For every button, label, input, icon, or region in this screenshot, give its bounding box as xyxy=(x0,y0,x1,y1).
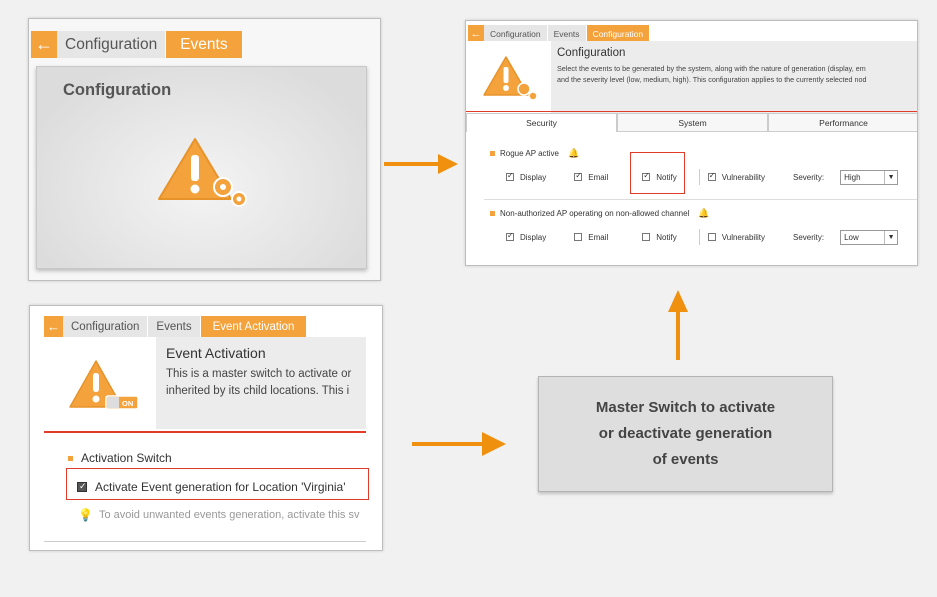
severity-value: Low xyxy=(844,232,859,242)
breadcrumb-tabs xyxy=(31,31,380,58)
event-name: Non-authorized AP operating on non-allowed channel xyxy=(500,209,690,218)
tab-events[interactable]: Events xyxy=(148,316,200,337)
master-switch-callout xyxy=(538,376,833,492)
hint-message: To avoid unwanted events generation, activate this sv xyxy=(98,509,360,521)
tab-system[interactable]: System xyxy=(617,113,768,132)
event-rogue-ap xyxy=(490,148,579,159)
tab-events[interactable]: Events xyxy=(548,25,587,42)
event-configuration-panel xyxy=(465,20,918,266)
vulnerability-checkbox[interactable] xyxy=(708,173,716,181)
tab-security[interactable]: Security xyxy=(466,113,617,132)
divider xyxy=(699,229,700,245)
activate-checkbox[interactable] xyxy=(77,482,87,492)
warning-gear-icon xyxy=(155,137,255,214)
event-options-row xyxy=(506,169,898,185)
notify-checkbox[interactable] xyxy=(642,233,650,241)
severity-label: Severity: xyxy=(792,172,825,182)
divider xyxy=(699,169,700,185)
display-label: Display xyxy=(520,232,547,242)
severity-select[interactable] xyxy=(840,170,898,185)
event-non-authorized-ap xyxy=(490,208,710,219)
tab-configuration[interactable]: Configuration xyxy=(63,316,148,337)
bullet-icon xyxy=(490,211,495,216)
display-checkbox[interactable] xyxy=(506,233,514,241)
highlight-box xyxy=(630,152,685,194)
notify-label: Notify xyxy=(656,172,677,182)
section-title: Activation Switch xyxy=(81,451,172,465)
breadcrumb-tabs xyxy=(44,316,307,337)
arrow-up-icon xyxy=(666,290,690,360)
severity-select[interactable] xyxy=(840,230,898,245)
description-line-1: This is a master switch to activate or xyxy=(166,368,352,380)
section-heading xyxy=(68,451,172,465)
severity-value: High xyxy=(844,172,861,182)
category-tabs xyxy=(466,113,918,132)
tab-event-activation[interactable]: Event Activation xyxy=(201,316,308,337)
description-line-2: and the severity level (low, medium, high). This configuration applies to the currently selected nod xyxy=(557,75,867,84)
activate-label: Activate Event generation for Location 'Virginia' xyxy=(95,480,346,494)
page-title: Event Activation xyxy=(166,345,266,361)
email-checkbox[interactable] xyxy=(574,173,582,181)
tab-configuration-active[interactable]: Configuration xyxy=(587,25,651,42)
chevron-down-icon: ▼ xyxy=(884,171,897,184)
vulnerability-label: Vulnerability xyxy=(721,232,765,242)
divider xyxy=(466,111,918,112)
warning-gear-icon xyxy=(482,55,538,106)
tab-events[interactable]: Events xyxy=(166,31,242,58)
tile-title: Configuration xyxy=(63,81,172,99)
breadcrumb-tabs xyxy=(468,25,917,42)
email-checkbox[interactable] xyxy=(574,233,582,241)
description-line-1: Select the events to be generated by the system, along with the nature of generation (display, em xyxy=(557,64,866,73)
warning-toggle-icon xyxy=(66,359,142,420)
back-arrow-icon[interactable]: ← xyxy=(468,25,484,42)
email-label: Email xyxy=(588,172,609,182)
callout-line-3: of events xyxy=(652,451,719,468)
page-header xyxy=(44,337,366,432)
tab-configuration[interactable]: Configuration xyxy=(484,25,548,42)
back-arrow-icon[interactable]: ← xyxy=(44,316,63,337)
display-label: Display xyxy=(520,172,547,182)
email-label: Email xyxy=(588,232,609,242)
lightbulb-icon: 💡 xyxy=(78,508,93,522)
divider xyxy=(44,541,366,542)
configuration-panel-zoomed xyxy=(28,18,381,281)
arrow-right-icon xyxy=(412,430,508,458)
tab-configuration[interactable]: Configuration xyxy=(57,31,166,58)
event-name: Rogue AP active xyxy=(500,149,560,158)
event-options-row xyxy=(506,229,898,245)
activate-event-option[interactable] xyxy=(77,480,346,494)
configuration-tile[interactable] xyxy=(36,66,367,269)
display-checkbox[interactable] xyxy=(506,173,514,181)
event-activation-panel xyxy=(29,305,383,551)
toggle-on-label: ON xyxy=(122,399,134,408)
vulnerability-label: Vulnerability xyxy=(721,172,765,182)
callout-line-2: or deactivate generation xyxy=(598,425,773,442)
notify-label: Notify xyxy=(656,232,677,242)
callout-line-1: Master Switch to activate xyxy=(595,399,776,416)
chevron-down-icon: ▼ xyxy=(884,231,897,244)
hint-text xyxy=(78,508,359,522)
vulnerability-checkbox[interactable] xyxy=(708,233,716,241)
row-divider xyxy=(484,199,918,200)
description-line-2: inherited by its child locations. This i xyxy=(166,385,350,397)
bullet-icon xyxy=(490,151,495,156)
severity-label: Severity: xyxy=(792,232,825,242)
bell-icon: 🔔 xyxy=(568,148,580,158)
bell-icon: 🔔 xyxy=(698,208,710,218)
header-description xyxy=(156,337,366,429)
back-arrow-icon[interactable]: ← xyxy=(31,31,57,58)
bullet-icon xyxy=(68,456,73,461)
page-title: Configuration xyxy=(557,47,626,59)
arrow-right-icon xyxy=(384,152,460,176)
divider xyxy=(44,431,366,433)
tab-performance[interactable]: Performance xyxy=(768,113,918,132)
